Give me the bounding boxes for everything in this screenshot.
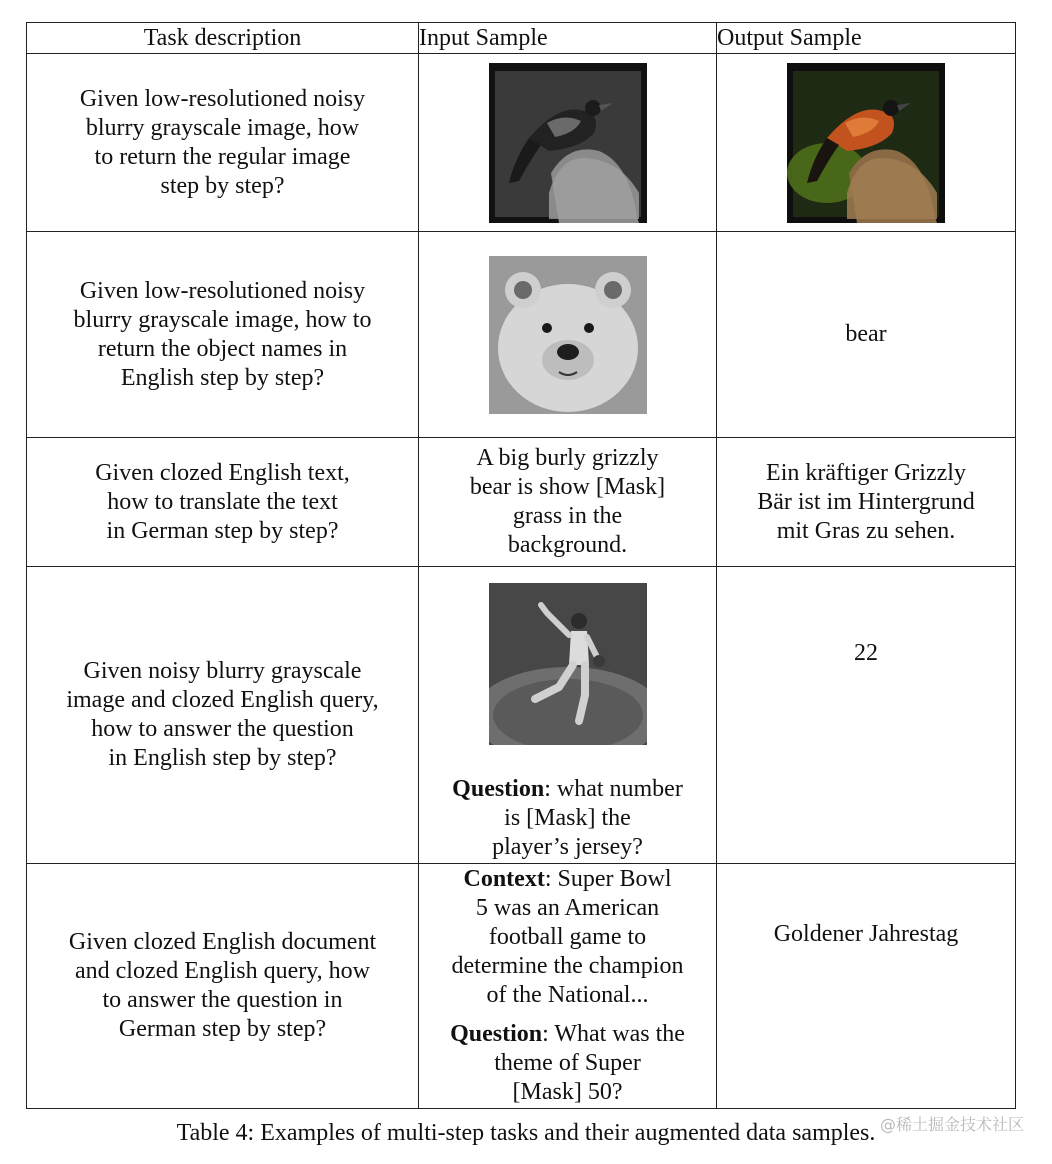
table-row: [27, 232, 1016, 438]
output-sample-cell: [717, 567, 1016, 864]
task-line: Given clozed English text,: [95, 459, 350, 486]
table-caption: Table 4: Examples of multi-step tasks and their augmented data samples.: [176, 1120, 876, 1146]
task-line: step by step?: [160, 172, 285, 199]
output-sample-cell: [717, 864, 1016, 1109]
input-line: background.: [507, 532, 628, 558]
table-row: [27, 567, 1016, 864]
task-description-cell: [27, 864, 419, 1109]
output-sample-cell: [717, 232, 1016, 438]
question-label: Question: [450, 1021, 543, 1047]
question-line: theme of Super: [494, 1050, 641, 1076]
input-sample-cell: [419, 232, 717, 438]
question-line: player’s jersey?: [492, 834, 643, 860]
output-line: Ein kräftiger Grizzly: [766, 459, 966, 486]
watermark: @稀土掘金技术社区: [879, 1115, 1024, 1134]
grayscale-bear-photo: [489, 256, 647, 414]
grayscale-bird-photo: [489, 63, 647, 223]
task-description-cell: [27, 438, 419, 567]
task-line: image and clozed English query,: [66, 687, 379, 713]
output-text: 22: [854, 640, 878, 666]
task-line: how to answer the question: [91, 716, 354, 742]
table-row: [27, 864, 1016, 1109]
question-line: is [Mask] the: [504, 805, 631, 831]
task-line: in German step by step?: [106, 517, 339, 544]
question-text: : what number: [544, 776, 683, 802]
task-line: German step by step?: [118, 1016, 327, 1042]
output-text: Goldener Jahrestag: [773, 921, 959, 947]
header-output-sample: Output Sample: [717, 23, 1016, 54]
task-line: how to translate the text: [107, 488, 338, 515]
context-block: [419, 865, 716, 1010]
task-line: to answer the question in: [102, 987, 343, 1013]
task-line: Given clozed English document: [68, 929, 377, 955]
task-line: Given low-resolutioned noisy: [79, 277, 366, 304]
input-line: grass in the: [512, 503, 623, 529]
question-line: [419, 1020, 716, 1049]
table-header-row: [27, 23, 1016, 54]
context-line: determine the champion: [451, 953, 684, 979]
question-label: Question: [452, 776, 545, 802]
color-bird-photo: [787, 63, 945, 223]
task-line: return the object names in: [97, 335, 348, 362]
context-line: of the National...: [486, 982, 649, 1008]
task-line: blurry grayscale image, how to: [73, 306, 372, 333]
context-text: : Super Bowl: [544, 866, 672, 892]
input-line: bear is show [Mask]: [469, 474, 666, 500]
question-block: [419, 775, 716, 862]
context-line: football game to: [488, 924, 647, 950]
input-sample-cell: [419, 567, 717, 864]
header-task-description: Task description: [27, 23, 419, 54]
context-label: Context: [463, 866, 545, 892]
question-text: : What was the: [542, 1021, 685, 1047]
question-block: [419, 1020, 716, 1107]
table-row: [27, 54, 1016, 232]
task-description-cell: [27, 232, 419, 438]
task-line: Given low-resolutioned noisy: [79, 85, 366, 112]
task-description-cell: [27, 567, 419, 864]
input-sample-cell: [419, 438, 717, 567]
task-line: Given noisy blurry grayscale: [83, 658, 362, 684]
output-sample-cell: [717, 438, 1016, 567]
input-sample-cell: [419, 864, 717, 1109]
output-line: Bär ist im Hintergrund: [757, 488, 975, 515]
output-text: bear: [845, 321, 887, 347]
task-line: and clozed English query, how: [74, 958, 371, 984]
table-row: [27, 438, 1016, 567]
context-line: [419, 865, 716, 894]
output-sample-cell: [717, 54, 1016, 232]
task-line: in English step by step?: [108, 745, 337, 771]
context-line: 5 was an American: [475, 895, 660, 921]
question-line: [Mask] 50?: [512, 1079, 623, 1105]
task-description-cell: [27, 54, 419, 232]
task-line: English step by step?: [120, 364, 325, 391]
task-line: blurry grayscale image, how: [85, 114, 360, 141]
input-line: A big burly grizzly: [476, 445, 659, 471]
input-sample-cell: [419, 54, 717, 232]
tasks-table: [26, 22, 1016, 1109]
output-line: mit Gras zu sehen.: [776, 517, 956, 544]
question-line: [419, 775, 716, 804]
header-input-sample: Input Sample: [419, 23, 717, 54]
grayscale-baseball-pitcher-photo: [489, 583, 647, 745]
task-line: to return the regular image: [94, 143, 351, 170]
